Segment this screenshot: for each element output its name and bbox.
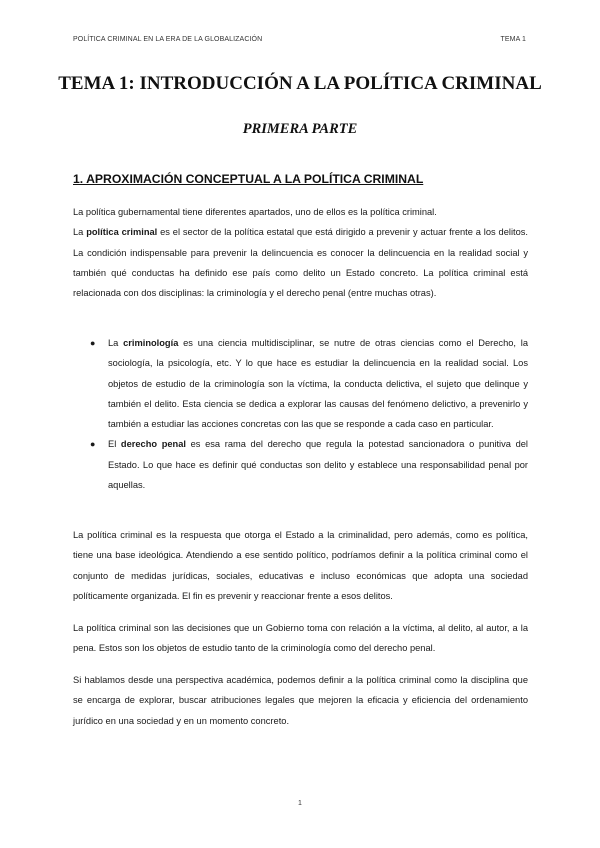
running-header-chapter: TEMA 1 (500, 36, 526, 43)
list-item (90, 434, 528, 495)
list-item-prefix: La (108, 338, 124, 348)
intro-line: La política gubernamental tiene diferentes apartados, uno de ellos es la política criminal. (73, 207, 437, 217)
definition-prefix: La (73, 227, 87, 238)
list-item-text: es una ciencia multidisciplinar, se nutre de otras ciencias como el Derecho, la sociología, la psicología, etc. Y lo que hace es estudiar la delincuencia en la realidad social. Los objetos de estudio de la criminología son la víctima, la conducta delictiva, el sujeto que delinque y también el delito. Esta ciencia se dedica a explorar las causas del fenómeno delictivo, a prevenirlo y también a estudiar las acciones concretas con las que se responde a cada caso en particular. (108, 338, 528, 430)
disciplines-list (90, 333, 528, 495)
paragraph-academic (73, 670, 528, 731)
part-subtitle: PRIMERA PARTE (242, 121, 358, 137)
paragraph-text: La política criminal son las decisiones que un Gobierno toma con relación a la víctima, al delito, al autor, a la pena. Estos son los objetos de estudio tanto de la criminología como del derecho penal. (73, 623, 528, 654)
paragraph-text: Si hablamos desde una perspectiva académica, podemos definir a la política criminal como la disciplina que se encarga de explorar, buscar atribuciones legales que mejoren la eficacia y eficiencia del ordenamiento jurídico en una sociedad y en un momento concreto. (73, 675, 528, 726)
list-item-prefix: El (108, 439, 121, 450)
intro-paragraphs (73, 202, 528, 303)
list-item (90, 333, 528, 434)
paragraph-text: La política criminal es la respuesta que otorga el Estado a la criminalidad, pero además, como es política, tiene una base ideológica. Atendiendo a ese sentido político, podríamos definir a la política criminal como el conjunto de medidas jurídicas, sociales, educativas e incluso económicas que adopta una sociedad políticamente organizada. El fin es prevenir y reaccionar frente a esos delitos. (73, 530, 528, 601)
page-number: 1 (298, 800, 302, 807)
list-item-term: criminología (123, 338, 179, 348)
definition-text: es el sector de la política estatal que está dirigido a prevenir y actuar frente a los delitos. La condición indispensable para prevenir la delincuencia es conocer la delincuencia en la realidad social y también qué conductas ha definido ese país como delito un Estado concreto. La política criminal está relacionada con dos disciplinas: la criminología y el derecho penal (entre muchas otras). (73, 227, 528, 299)
bullet-icon: ● (90, 338, 96, 348)
definition-term: política criminal (86, 227, 158, 238)
running-header-title: POLÍTICA CRIMINAL EN LA ERA DE LA GLOBALIZACIÓN (73, 36, 263, 43)
definition-paragraph (73, 222, 528, 303)
list-item-text: es esa rama del derecho que regula la potestad sancionadora o punitiva del Estado. Lo que hace es definir qué conductas son delito y establece una responsabilidad penal por aquellas. (108, 439, 528, 491)
section-heading: 1. APROXIMACIÓN CONCEPTUAL A LA POLÍTICA CRIMINAL (73, 172, 424, 186)
page-title: TEMA 1: INTRODUCCIÓN A LA POLÍTICA CRIMINAL (58, 73, 542, 94)
paragraph-response (73, 525, 528, 606)
paragraph-decisions (73, 618, 528, 659)
list-item-term: derecho penal (120, 439, 186, 450)
bullet-icon: ● (90, 439, 96, 450)
